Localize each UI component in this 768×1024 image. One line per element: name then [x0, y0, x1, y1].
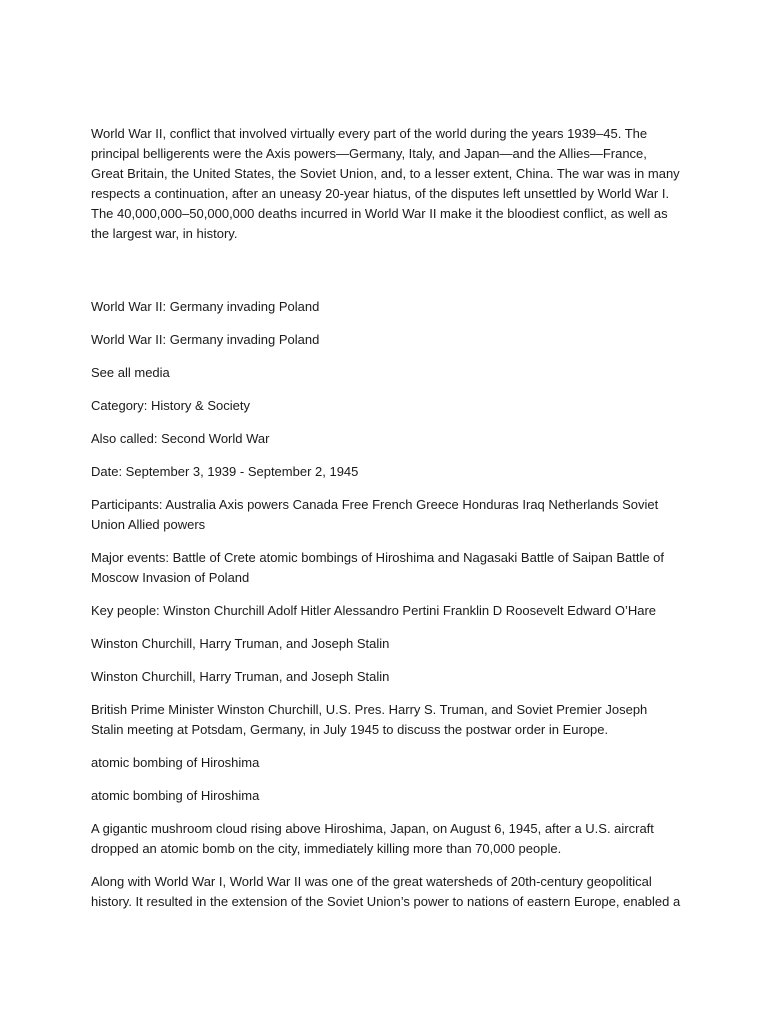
also-called-line: Also called: Second World War	[91, 431, 270, 446]
intro-paragraph: World War II, conflict that involved virtually every part of the world during the years 1939–45. The principal belligerents were the Axis powers—Germany, Italy, and Japan—and the Allies—France, Great Britain, the United States, the Soviet Union, and, to a lesser extent, China. The war was in many respects a continuation, after an uneasy 20-year hiatus, of the disputes left unsettled by World War I. The 40,000,000–50,000,000 deaths incurred in World War II make it the bloodiest conflict, as well as the largest war, in history.	[91, 126, 680, 241]
key-people-line: Key people: Winston Churchill Adolf Hitler Alessandro Pertini Franklin D Roosevelt Edward O’Hare	[91, 603, 657, 618]
participants-line: Participants: Australia Axis powers Canada Free French Greece Honduras Iraq Netherlands Soviet Union Allied powers	[91, 497, 659, 532]
body-paragraph: Along with World War I, World War II was one of the great watersheds of 20th-century geopolitical history. It resulted in the extension of the Soviet Union’s power to nations of eastern Europe, enabled a	[91, 874, 681, 909]
major-events-line: Major events: Battle of Crete atomic bombings of Hiroshima and Nagasaki Battle of Saipan Battle of Moscow Invasion of Poland	[91, 550, 665, 585]
image-alt-hiroshima: atomic bombing of Hiroshima	[91, 788, 260, 803]
see-all-media-link[interactable]: See all media	[91, 365, 170, 380]
media-caption: World War II: Germany invading Poland	[91, 332, 320, 347]
image-caption-hiroshima: A gigantic mushroom cloud rising above Hiroshima, Japan, on August 6, 1945, after a U.S. aircraft dropped an atomic bomb on the city, immediately killing more than 70,000 people.	[91, 821, 654, 856]
image-title-potsdam: Winston Churchill, Harry Truman, and Joseph Stalin	[91, 636, 390, 651]
date-line: Date: September 3, 1939 - September 2, 1945	[91, 464, 359, 479]
image-caption-potsdam: British Prime Minister Winston Churchill, U.S. Pres. Harry S. Truman, and Soviet Premier Joseph Stalin meeting at Potsdam, Germany, in July 1945 to discuss the postwar order in Europe.	[91, 702, 648, 737]
image-alt-potsdam: Winston Churchill, Harry Truman, and Joseph Stalin	[91, 669, 390, 684]
media-title: World War II: Germany invading Poland	[91, 299, 320, 314]
image-title-hiroshima: atomic bombing of Hiroshima	[91, 755, 260, 770]
document-page	[91, 124, 681, 925]
category-line: Category: History & Society	[91, 398, 250, 413]
